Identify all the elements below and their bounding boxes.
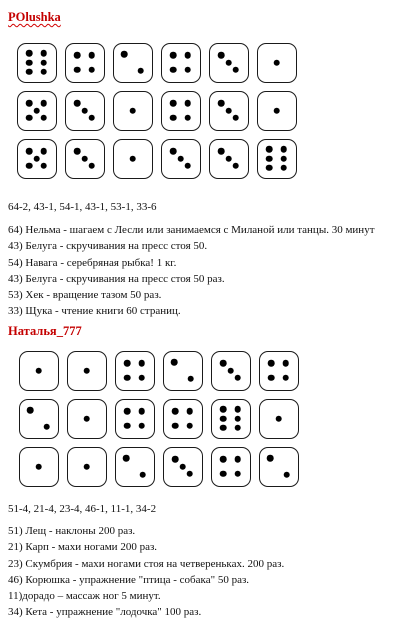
die-pip <box>220 415 227 422</box>
dice-results: 51-4, 21-4, 23-4, 46-1, 11-1, 34-2 <box>8 503 157 515</box>
die-pip <box>81 107 88 114</box>
author-name[interactable]: POlushka <box>8 10 61 24</box>
die-pip <box>89 163 96 170</box>
die-pip <box>123 455 130 462</box>
die-face-3 <box>65 91 105 131</box>
die-face-1 <box>67 351 107 391</box>
exercise-line: 33) Щука - чтение книги 60 страниц. <box>8 305 181 318</box>
die-face-2 <box>113 43 153 83</box>
die-pip <box>172 423 179 430</box>
die-pip <box>185 67 192 74</box>
die-pip <box>89 52 96 59</box>
die-pip <box>81 155 88 162</box>
die-face-3 <box>209 139 249 179</box>
die-pip <box>185 115 192 122</box>
die-pip <box>268 375 275 382</box>
die-face-3 <box>65 139 105 179</box>
die-pip <box>281 146 288 153</box>
die-pip <box>267 455 274 462</box>
die-face-2 <box>259 447 299 487</box>
die-pip <box>218 100 225 107</box>
post-author[interactable] <box>8 10 61 25</box>
die-pip <box>283 471 290 478</box>
die-pip <box>185 52 192 59</box>
die-face-4 <box>115 351 155 391</box>
die-pip <box>218 148 225 155</box>
die-face-4 <box>161 43 201 83</box>
die-pip <box>177 155 184 162</box>
die-pip <box>281 155 288 162</box>
die-pip <box>185 163 192 170</box>
die-pip <box>170 100 177 107</box>
exercise-line: 34) Кета - упражнение "лодочка" 100 раз. <box>8 606 202 619</box>
post-natalya <box>0 315 403 625</box>
die-face-1 <box>257 43 297 83</box>
die-pip <box>233 115 240 122</box>
die-pip <box>137 67 144 74</box>
die-face-1 <box>19 351 59 391</box>
die-pip <box>273 107 280 114</box>
post-author[interactable] <box>8 324 82 339</box>
exercise-line: 51) Лещ - наклоны 200 раз. <box>8 525 136 537</box>
die-pip <box>235 424 242 431</box>
die-pip <box>41 100 48 107</box>
die-pip <box>266 146 273 153</box>
die-pip <box>218 52 225 59</box>
die-pip <box>187 471 194 478</box>
die-pip <box>171 359 178 366</box>
die-pip <box>227 367 234 374</box>
die-pip <box>41 59 48 66</box>
die-pip <box>225 59 232 66</box>
die-face-6 <box>17 43 57 83</box>
die-pip <box>124 408 131 415</box>
die-pip <box>139 423 146 430</box>
die-pip <box>26 59 33 66</box>
die-pip <box>41 68 48 75</box>
die-face-5 <box>17 91 57 131</box>
die-pip <box>89 67 96 74</box>
die-face-4 <box>163 399 203 439</box>
die-pip <box>139 375 146 382</box>
exercise-line: 43) Белуга - скручивания на пресс стоя 50 раз. <box>8 272 225 285</box>
die-pip <box>273 59 280 66</box>
die-pip <box>41 50 48 57</box>
die-pip <box>225 155 232 162</box>
die-face-3 <box>163 447 203 487</box>
die-face-4 <box>65 43 105 83</box>
die-pip <box>225 107 232 114</box>
die-pip <box>170 52 177 59</box>
die-face-4 <box>115 399 155 439</box>
die-pip <box>170 115 177 122</box>
exercise-line: 23) Скумбрия - махи ногами стоя на четвереньках. 200 раз. <box>8 557 285 570</box>
die-pip <box>27 407 34 414</box>
die-pip <box>26 50 33 57</box>
die-pip <box>283 360 290 367</box>
die-pip <box>41 115 48 122</box>
die-pip <box>283 375 290 382</box>
die-pip <box>83 367 90 374</box>
author-name[interactable]: Наталья_777 <box>8 324 82 338</box>
die-pip <box>220 456 227 463</box>
exercise-line: 11)дорадо – массаж ног 5 минут. <box>8 590 161 603</box>
die-face-1 <box>113 91 153 131</box>
die-face-6 <box>211 399 251 439</box>
die-pip <box>139 360 146 367</box>
die-pip <box>235 406 242 413</box>
exercise-list <box>8 523 403 621</box>
die-pip <box>220 406 227 413</box>
die-pip <box>26 148 33 155</box>
die-pip <box>235 415 242 422</box>
dice-results: 64-2, 43-1, 54-1, 43-1, 53-1, 33-6 <box>8 201 157 213</box>
die-pip <box>124 375 131 382</box>
die-face-5 <box>17 139 57 179</box>
die-pip <box>43 423 50 430</box>
die-pip <box>275 415 282 422</box>
die-pip <box>74 67 81 74</box>
die-face-3 <box>209 91 249 131</box>
die-pip <box>35 463 42 470</box>
die-pip <box>172 456 179 463</box>
die-pip <box>33 155 40 162</box>
die-pip <box>26 115 33 122</box>
die-pip <box>41 148 48 155</box>
exercise-line: 21) Карп - махи ногами 200 раз. <box>8 541 158 554</box>
die-pip <box>233 163 240 170</box>
die-face-1 <box>113 139 153 179</box>
die-pip <box>83 463 90 470</box>
die-pip <box>74 52 81 59</box>
die-pip <box>41 163 48 170</box>
die-pip <box>33 107 40 114</box>
die-pip <box>235 471 242 478</box>
die-pip <box>235 456 242 463</box>
exercise-line: 54) Навага - серебряная рыбка! 1 кг. <box>8 256 177 269</box>
die-pip <box>121 51 128 58</box>
die-pip <box>129 155 136 162</box>
die-face-1 <box>257 91 297 131</box>
die-pip <box>170 67 177 74</box>
die-pip <box>139 408 146 415</box>
die-face-6 <box>257 139 297 179</box>
die-face-4 <box>161 91 201 131</box>
die-pip <box>26 100 33 107</box>
die-pip <box>124 423 131 430</box>
die-pip <box>187 408 194 415</box>
die-face-3 <box>209 43 249 83</box>
die-face-1 <box>259 399 299 439</box>
die-pip <box>220 471 227 478</box>
die-pip <box>83 415 90 422</box>
die-pip <box>26 163 33 170</box>
die-pip <box>129 107 136 114</box>
die-face-2 <box>115 447 155 487</box>
exercise-line: 53) Хек - вращение тазом 50 раз. <box>8 289 162 302</box>
die-face-1 <box>67 447 107 487</box>
die-face-2 <box>19 399 59 439</box>
die-pip <box>187 375 194 382</box>
die-face-1 <box>67 399 107 439</box>
die-pip <box>139 471 146 478</box>
die-pip <box>266 164 273 171</box>
die-pip <box>89 115 96 122</box>
die-pip <box>281 164 288 171</box>
die-pip <box>185 100 192 107</box>
die-pip <box>35 367 42 374</box>
die-pip <box>235 375 242 382</box>
die-pip <box>172 408 179 415</box>
die-face-3 <box>211 351 251 391</box>
die-face-1 <box>19 447 59 487</box>
die-pip <box>220 424 227 431</box>
die-pip <box>179 463 186 470</box>
die-pip <box>170 148 177 155</box>
die-face-4 <box>211 447 251 487</box>
die-pip <box>26 68 33 75</box>
die-pip <box>124 360 131 367</box>
exercise-line: 46) Корюшка - упражнение "птица - собака" 50 раз. <box>8 573 250 586</box>
die-pip <box>74 100 81 107</box>
die-pip <box>266 155 273 162</box>
die-pip <box>233 67 240 74</box>
die-face-2 <box>163 351 203 391</box>
die-face-4 <box>259 351 299 391</box>
die-face-3 <box>161 139 201 179</box>
die-pip <box>268 360 275 367</box>
die-pip <box>187 423 194 430</box>
exercise-line: 64) Нельма - шагаем с Лесли или занимаемся с Миланой или танцы. 30 минут <box>8 224 375 236</box>
die-pip <box>74 148 81 155</box>
exercise-line: 43) Белуга - скручивания на пресс стоя 50. <box>8 240 208 253</box>
exercise-list <box>8 222 403 320</box>
die-pip <box>220 360 227 367</box>
